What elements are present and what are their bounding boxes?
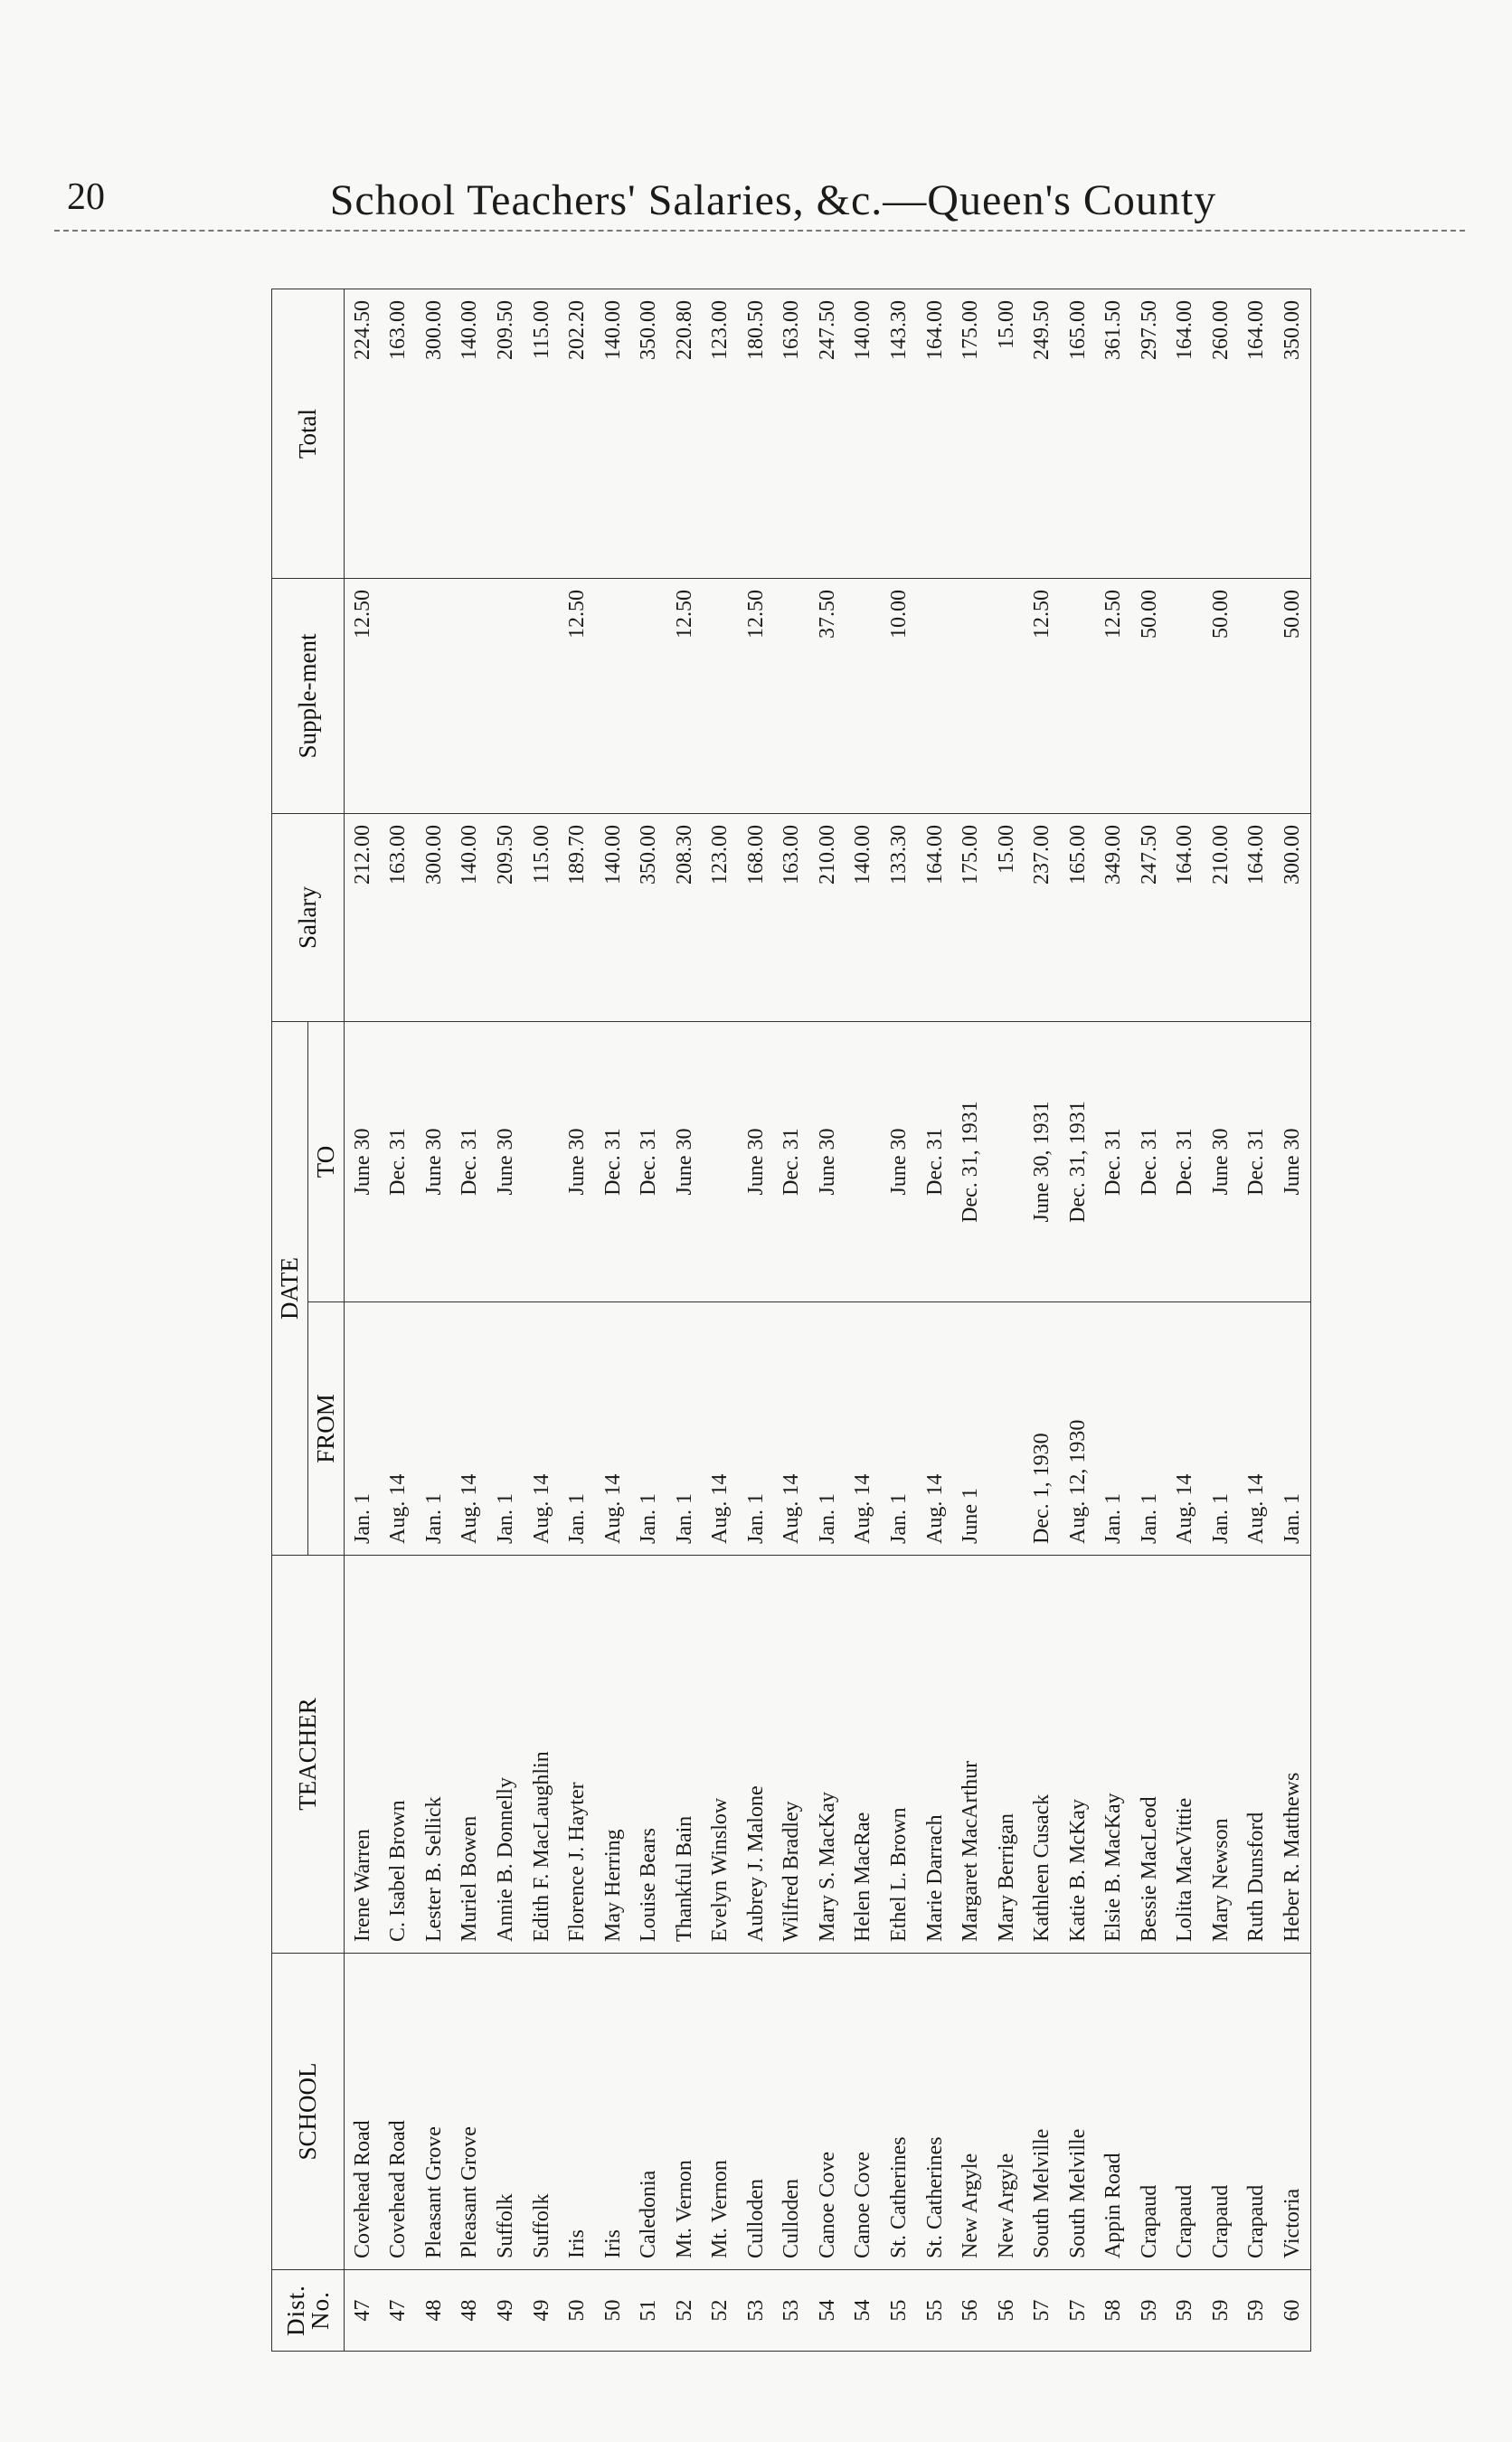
dist-number: 52 (702, 2270, 738, 2352)
date-to (702, 1022, 738, 1302)
total-value: 224.50 (345, 289, 381, 579)
table-row (702, 289, 738, 2352)
header-supplement: Supple-ment (272, 579, 345, 814)
header-to: TO (308, 1022, 345, 1302)
table-row (630, 289, 666, 2352)
salary-value: 210.00 (809, 814, 846, 1022)
date-to: Dec. 31 (1131, 1022, 1167, 1302)
table-row (1096, 289, 1132, 2352)
school-name: South Melville (1024, 1954, 1060, 2270)
date-from: Aug. 14 (524, 1302, 560, 1556)
date-from: Jan. 1 (809, 1302, 846, 1556)
table-row (452, 289, 488, 2352)
school-name: South Melville (1060, 1954, 1096, 2270)
salary-table-rotated (271, 289, 1311, 2352)
teacher-name: Elsie B. MacKay (1096, 1556, 1132, 1954)
dist-number: 58 (1096, 2270, 1132, 2352)
dist-number: 51 (630, 2270, 666, 2352)
dist-number: 56 (952, 2270, 988, 2352)
salary-table-body (345, 289, 1311, 2352)
date-from: Aug. 14 (1239, 1302, 1275, 1556)
school-name: Caledonia (630, 1954, 666, 2270)
date-to: June 30 (487, 1022, 524, 1302)
date-to (846, 1022, 882, 1302)
date-to: June 30 (1274, 1022, 1310, 1302)
date-from: Jan. 1 (1096, 1302, 1132, 1556)
total-value: 143.30 (881, 289, 917, 579)
dist-number: 55 (917, 2270, 953, 2352)
teacher-name: Bessie MacLeod (1131, 1556, 1167, 1954)
date-from: Jan. 1 (630, 1302, 666, 1556)
supplement-value: 12.50 (738, 579, 774, 814)
table-row (774, 289, 810, 2352)
teacher-name: Mary S. MacKay (809, 1556, 846, 1954)
header-date: DATE (272, 1022, 308, 1556)
school-name: St. Catherines (881, 1954, 917, 2270)
date-from (988, 1302, 1025, 1556)
header-rule (54, 230, 1465, 232)
dist-number: 59 (1239, 2270, 1275, 2352)
teacher-name: Muriel Bowen (452, 1556, 488, 1954)
table-row (1203, 289, 1239, 2352)
salary-value: 140.00 (452, 814, 488, 1022)
table-row (881, 289, 917, 2352)
salary-value: 247.50 (1131, 814, 1167, 1022)
table-row (988, 289, 1025, 2352)
dist-number: 57 (1024, 2270, 1060, 2352)
dist-number: 48 (416, 2270, 452, 2352)
date-from: Jan. 1 (1131, 1302, 1167, 1556)
dist-number: 50 (559, 2270, 595, 2352)
salary-value: 237.00 (1024, 814, 1060, 1022)
teacher-name: Evelyn Winslow (702, 1556, 738, 1954)
total-value: 15.00 (988, 289, 1025, 579)
total-value: 140.00 (846, 289, 882, 579)
date-to: Dec. 31 (595, 1022, 631, 1302)
supplement-value: 50.00 (1203, 579, 1239, 814)
date-to: Dec. 31, 1931 (1060, 1022, 1096, 1302)
salary-value: 168.00 (738, 814, 774, 1022)
school-name: Suffolk (524, 1954, 560, 2270)
school-name: St. Catherines (917, 1954, 953, 2270)
salary-value: 140.00 (846, 814, 882, 1022)
total-value: 209.50 (487, 289, 524, 579)
school-name: Victoria (1274, 1954, 1310, 2270)
total-value: 115.00 (524, 289, 560, 579)
salary-value: 165.00 (1060, 814, 1096, 1022)
supplement-value (774, 579, 810, 814)
supplement-value (1239, 579, 1275, 814)
salary-value: 123.00 (702, 814, 738, 1022)
date-from: Jan. 1 (666, 1302, 703, 1556)
date-to: June 30 (559, 1022, 595, 1302)
salary-value: 300.00 (1274, 814, 1310, 1022)
total-value: 164.00 (917, 289, 953, 579)
total-value: 249.50 (1024, 289, 1060, 579)
supplement-value: 12.50 (1096, 579, 1132, 814)
supplement-value (702, 579, 738, 814)
supplement-value (952, 579, 988, 814)
date-from: Aug. 14 (846, 1302, 882, 1556)
header-teacher: TEACHER (272, 1556, 345, 1954)
header-salary: Salary (272, 814, 345, 1022)
salary-value: 212.00 (345, 814, 381, 1022)
school-name: Mt. Vernon (702, 1954, 738, 2270)
supplement-value (524, 579, 560, 814)
supplement-value: 50.00 (1131, 579, 1167, 814)
salary-value: 163.00 (381, 814, 417, 1022)
table-row (1024, 289, 1060, 2352)
date-from: Jan. 1 (487, 1302, 524, 1556)
school-name: Canoe Cove (846, 1954, 882, 2270)
table-row (1274, 289, 1310, 2352)
school-name: New Argyle (952, 1954, 988, 2270)
date-to: June 30 (1203, 1022, 1239, 1302)
school-name: Mt. Vernon (666, 1954, 703, 2270)
total-value: 140.00 (595, 289, 631, 579)
school-name: Crapaud (1239, 1954, 1275, 2270)
table-row (738, 289, 774, 2352)
date-from: Jan. 1 (738, 1302, 774, 1556)
supplement-value (1167, 579, 1204, 814)
teacher-name: Edith F. MacLaughlin (524, 1556, 560, 1954)
running-title: School Teachers' Salaries, &c.—Queen's County (329, 176, 1217, 224)
teacher-name: Louise Bears (630, 1556, 666, 1954)
date-to: June 30, 1931 (1024, 1022, 1060, 1302)
salary-value: 350.00 (630, 814, 666, 1022)
salary-value: 15.00 (988, 814, 1025, 1022)
supplement-value: 37.50 (809, 579, 846, 814)
supplement-value (487, 579, 524, 814)
dist-number: 53 (738, 2270, 774, 2352)
supplement-value: 12.50 (345, 579, 381, 814)
total-value: 297.50 (1131, 289, 1167, 579)
supplement-value: 12.50 (1024, 579, 1060, 814)
teacher-name: Heber R. Matthews (1274, 1556, 1310, 1954)
total-value: 163.00 (381, 289, 417, 579)
date-to: Dec. 31 (452, 1022, 488, 1302)
date-to: Dec. 31 (774, 1022, 810, 1302)
supplement-value (1060, 579, 1096, 814)
date-from: Jan. 1 (559, 1302, 595, 1556)
teacher-name: Lester B. Sellick (416, 1556, 452, 1954)
date-from: Aug. 14 (381, 1302, 417, 1556)
table-row (952, 289, 988, 2352)
teacher-name: C. Isabel Brown (381, 1556, 417, 1954)
total-value: 300.00 (416, 289, 452, 579)
page-header (54, 170, 1465, 233)
date-from: Jan. 1 (881, 1302, 917, 1556)
school-name: Suffolk (487, 1954, 524, 2270)
table-row (917, 289, 953, 2352)
teacher-name: Lolita MacVittie (1167, 1556, 1204, 1954)
supplement-value (917, 579, 953, 814)
total-value: 180.50 (738, 289, 774, 579)
teacher-name: Ruth Dunsford (1239, 1556, 1275, 1954)
supplement-value (988, 579, 1025, 814)
date-to: Dec. 31 (1096, 1022, 1132, 1302)
total-value: 163.00 (774, 289, 810, 579)
total-value: 123.00 (702, 289, 738, 579)
dist-number: 49 (524, 2270, 560, 2352)
supplement-value (630, 579, 666, 814)
table-row (524, 289, 560, 2352)
salary-table (271, 289, 1311, 2352)
school-name: Crapaud (1203, 1954, 1239, 2270)
date-to: Dec. 31 (1167, 1022, 1204, 1302)
teacher-name: Margaret MacArthur (952, 1556, 988, 1954)
date-to: June 30 (738, 1022, 774, 1302)
dist-number: 50 (595, 2270, 631, 2352)
teacher-name: Mary Berrigan (988, 1556, 1025, 1954)
salary-value: 210.00 (1203, 814, 1239, 1022)
total-value: 350.00 (630, 289, 666, 579)
table-row (1239, 289, 1275, 2352)
header-school: SCHOOL (272, 1954, 345, 2270)
salary-value: 164.00 (917, 814, 953, 1022)
date-from: Jan. 1 (1203, 1302, 1239, 1556)
dist-number: 47 (345, 2270, 381, 2352)
date-from: Aug. 14 (917, 1302, 953, 1556)
header-total: Total (272, 289, 345, 579)
dist-number: 52 (666, 2270, 703, 2352)
date-from: Dec. 1, 1930 (1024, 1302, 1060, 1556)
total-value: 247.50 (809, 289, 846, 579)
date-from: Aug. 14 (702, 1302, 738, 1556)
teacher-name: Florence J. Hayter (559, 1556, 595, 1954)
teacher-name: Wilfred Bradley (774, 1556, 810, 1954)
school-name: Crapaud (1167, 1954, 1204, 2270)
dist-number: 54 (809, 2270, 846, 2352)
dist-number: 55 (881, 2270, 917, 2352)
date-to: Dec. 31, 1931 (952, 1022, 988, 1302)
date-from: Jan. 1 (1274, 1302, 1310, 1556)
table-row (1167, 289, 1204, 2352)
salary-value: 300.00 (416, 814, 452, 1022)
table-row (559, 289, 595, 2352)
salary-value: 164.00 (1239, 814, 1275, 1022)
school-name: Pleasant Grove (416, 1954, 452, 2270)
salary-value: 133.30 (881, 814, 917, 1022)
date-to (988, 1022, 1025, 1302)
date-from: Aug. 14 (1167, 1302, 1204, 1556)
teacher-name: Mary Newson (1203, 1556, 1239, 1954)
date-to: June 30 (881, 1022, 917, 1302)
school-name: Culloden (738, 1954, 774, 2270)
dist-number: 59 (1131, 2270, 1167, 2352)
table-row (809, 289, 846, 2352)
date-from: Jan. 1 (345, 1302, 381, 1556)
table-row (416, 289, 452, 2352)
teacher-name: Helen MacRae (846, 1556, 882, 1954)
table-row (666, 289, 703, 2352)
dist-number: 54 (846, 2270, 882, 2352)
supplement-value (846, 579, 882, 814)
supplement-value (381, 579, 417, 814)
salary-value: 208.30 (666, 814, 703, 1022)
total-value: 165.00 (1060, 289, 1096, 579)
total-value: 202.20 (559, 289, 595, 579)
date-from: Aug. 14 (774, 1302, 810, 1556)
salary-value: 209.50 (487, 814, 524, 1022)
date-from: Jan. 1 (416, 1302, 452, 1556)
date-from: June 1 (952, 1302, 988, 1556)
salary-value: 163.00 (774, 814, 810, 1022)
page-number: 20 (67, 176, 105, 218)
total-value: 220.80 (666, 289, 703, 579)
supplement-value (595, 579, 631, 814)
table-row (1060, 289, 1096, 2352)
total-value: 350.00 (1274, 289, 1310, 579)
total-value: 164.00 (1167, 289, 1204, 579)
table-row (846, 289, 882, 2352)
date-to: Dec. 31 (630, 1022, 666, 1302)
dist-number: 59 (1203, 2270, 1239, 2352)
school-name: Culloden (774, 1954, 810, 2270)
teacher-name: Annie B. Donnelly (487, 1556, 524, 1954)
date-to: June 30 (416, 1022, 452, 1302)
supplement-value (452, 579, 488, 814)
dist-number: 59 (1167, 2270, 1204, 2352)
teacher-name: Thankful Bain (666, 1556, 703, 1954)
salary-value: 349.00 (1096, 814, 1132, 1022)
date-from: Aug. 14 (452, 1302, 488, 1556)
date-to: Dec. 31 (917, 1022, 953, 1302)
school-name: Covehead Road (345, 1954, 381, 2270)
teacher-name: Kathleen Cusack (1024, 1556, 1060, 1954)
dist-number: 49 (487, 2270, 524, 2352)
salary-value: 164.00 (1167, 814, 1204, 1022)
date-to: Dec. 31 (1239, 1022, 1275, 1302)
teacher-name: Ethel L. Brown (881, 1556, 917, 1954)
table-row (345, 289, 381, 2352)
total-value: 260.00 (1203, 289, 1239, 579)
date-from: Aug. 12, 1930 (1060, 1302, 1096, 1556)
salary-value: 140.00 (595, 814, 631, 1022)
teacher-name: Irene Warren (345, 1556, 381, 1954)
table-row (487, 289, 524, 2352)
date-to (524, 1022, 560, 1302)
school-name: Crapaud (1131, 1954, 1167, 2270)
date-from: Aug. 14 (595, 1302, 631, 1556)
dist-number: 53 (774, 2270, 810, 2352)
header-dist: Dist. No. (272, 2270, 345, 2352)
dist-number: 56 (988, 2270, 1025, 2352)
supplement-value: 10.00 (881, 579, 917, 814)
supplement-value: 12.50 (666, 579, 703, 814)
salary-value: 189.70 (559, 814, 595, 1022)
total-value: 140.00 (452, 289, 488, 579)
teacher-name: Marie Darrach (917, 1556, 953, 1954)
supplement-value: 50.00 (1274, 579, 1310, 814)
school-name: Appin Road (1096, 1954, 1132, 2270)
total-value: 175.00 (952, 289, 988, 579)
total-value: 361.50 (1096, 289, 1132, 579)
dist-number: 48 (452, 2270, 488, 2352)
header-from: FROM (308, 1302, 345, 1556)
teacher-name: Katie B. McKay (1060, 1556, 1096, 1954)
table-row (595, 289, 631, 2352)
date-to: June 30 (345, 1022, 381, 1302)
teacher-name: Aubrey J. Malone (738, 1556, 774, 1954)
date-to: Dec. 31 (381, 1022, 417, 1302)
teacher-name: May Herring (595, 1556, 631, 1954)
supplement-value: 12.50 (559, 579, 595, 814)
total-value: 164.00 (1239, 289, 1275, 579)
school-name: Canoe Cove (809, 1954, 846, 2270)
date-to: June 30 (809, 1022, 846, 1302)
dist-number: 57 (1060, 2270, 1096, 2352)
dist-number: 47 (381, 2270, 417, 2352)
school-name: Iris (559, 1954, 595, 2270)
salary-value: 115.00 (524, 814, 560, 1022)
table-row (381, 289, 417, 2352)
school-name: Iris (595, 1954, 631, 2270)
school-name: Pleasant Grove (452, 1954, 488, 2270)
dist-number: 60 (1274, 2270, 1310, 2352)
school-name: New Argyle (988, 1954, 1025, 2270)
table-row (1131, 289, 1167, 2352)
salary-value: 175.00 (952, 814, 988, 1022)
school-name: Covehead Road (381, 1954, 417, 2270)
date-to: June 30 (666, 1022, 703, 1302)
supplement-value (416, 579, 452, 814)
